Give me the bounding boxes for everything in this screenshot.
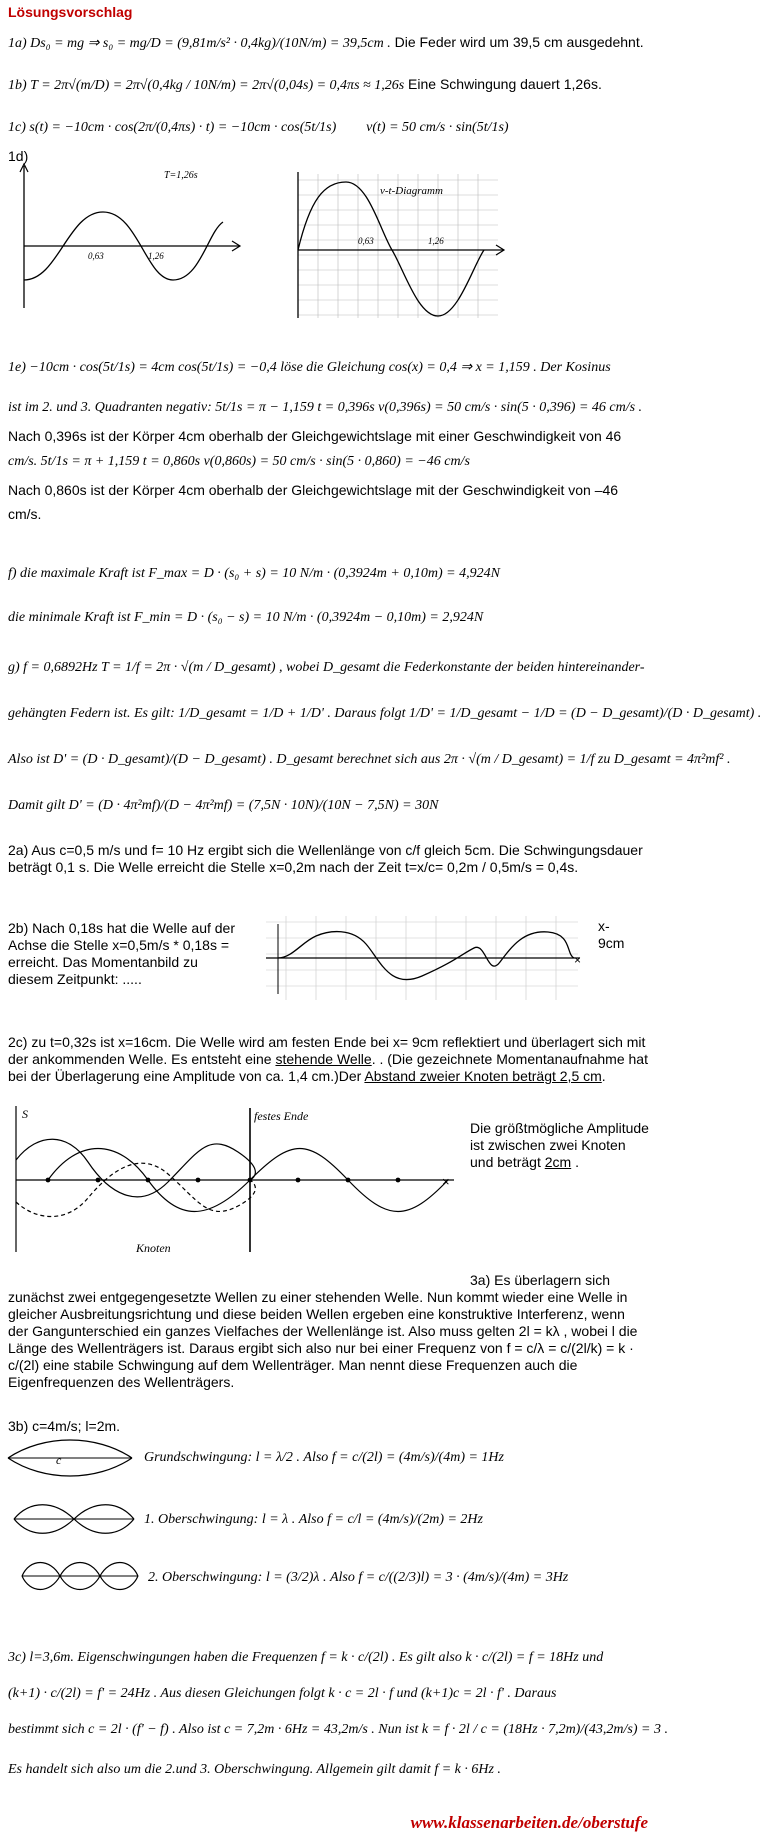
task-2c-side-text: Die größtmögliche Amplitude ist zwischen zwei Knoten und beträgt <box>470 1120 649 1170</box>
task-3b-second-overtone-formula: 2. Oberschwingung: l = (3/2)λ . Also f = c/((2/3)l) = 3 · (4m/s)/(4m) = 3Hz <box>148 1570 569 1585</box>
task-2c-side-end: . <box>571 1154 579 1170</box>
task-1b-text: Eine Schwingung dauert 1,26s. <box>408 76 602 92</box>
task-1e-line-6: cm/s. <box>8 506 42 522</box>
momentary-wave-graph <box>262 914 592 1002</box>
task-1e-line-3: Nach 0,396s ist der Körper 4cm oberhalb der Gleichgewichtslage mit einer Geschwindigkeit von 46 <box>8 428 622 444</box>
task-3b-head: 3b) c=4m/s; l=2m. <box>8 1418 121 1434</box>
task-1a-text: Die Feder wird um 39,5 cm ausgedehnt. <box>394 34 644 50</box>
task-3c-line-3 <box>8 1720 668 1738</box>
task-3c-line-1 <box>8 1648 603 1666</box>
task-3a-head: 3a) Es überlagern sich <box>470 1272 611 1288</box>
task-1e-formula-1: 1e) −10cm · cos(5t/1s) = 4cm cos(5t/1s) = −0,4 löse die Gleichung cos(x) = 0,4 ⇒ x = 1,159 . Der Kosinus <box>8 360 611 375</box>
task-1g-formula-4: Damit gilt D' = (D · 4π²mf)/(D − 4π²mf) = (7,5N · 10N)/(10N − 7,5N) = 30N <box>8 798 439 813</box>
task-2c-standing-wave: stehende Welle <box>275 1051 372 1067</box>
task-1g-line-2 <box>8 704 761 722</box>
task-2b: 2b) Nach 0,18s hat die Welle auf der Achse die Stelle x=0,5m/s * 0,18s = erreicht. Das Momentanbild zu diesem Zeitpunkt: ..... <box>8 920 235 987</box>
task-3c-formula-3: bestimmt sich c = 2l · (f' − f) . Also ist c = 7,2m · 6Hz = 43,2m/s . Nun ist k = f · 2l / c = (18Hz · 7,2m)/(43,2m/s) = 3 . <box>8 1722 668 1737</box>
task-2c <box>8 1034 648 1085</box>
task-3b-second-overtone <box>148 1568 568 1586</box>
svg-text:c: c <box>56 1453 62 1467</box>
task-2c-side-value: 2cm <box>544 1154 572 1170</box>
footer-url[interactable]: www.klassenarbeiten.de/oberstufe <box>410 1813 648 1832</box>
task-1d-label: 1d) <box>8 148 29 164</box>
task-1g-formula-2: gehängten Federn ist. Es gilt: 1/D_gesamt = 1/D + 1/D' . Daraus folgt 1/D' = 1/D_gesamt − 1/D = (D − D_gesamt)/(D · D_gesamt) . <box>8 706 761 721</box>
task-3b-fundamental <box>144 1448 504 1466</box>
v-t-tick-1: 0,63 <box>358 236 374 246</box>
task-3c-line-2 <box>8 1684 556 1702</box>
task-1e-line-4 <box>8 452 470 470</box>
task-1f-max <box>8 564 500 582</box>
task-1c <box>8 118 509 136</box>
task-3b-first-overtone <box>144 1510 483 1528</box>
task-1f-max-formula: f) die maximale Kraft ist F_max = D · (s₀ + s) = 10 N/m · (0,3924m + 0,10m) = 4,924N <box>8 566 500 581</box>
task-1f-min-formula: die minimale Kraft ist F_min = D · (s₀ − s) = 10 N/m · (0,3924m − 0,10m) = 2,924N <box>8 610 484 625</box>
task-3c-formula-4: Es handelt sich also um die 2.und 3. Oberschwingung. Allgemein gilt damit f = k · 6Hz . <box>8 1762 501 1777</box>
task-1g-line-4 <box>8 796 438 814</box>
task-1g-formula-3: Also ist D' = (D · D_gesamt)/(D − D_gesamt) . D_gesamt berechnet sich aus 2π · √(m / D_gesamt) = 1/f zu D_gesamt = 4π²mf² . <box>8 752 731 767</box>
v-t-tick-2: 1,26 <box>428 236 444 246</box>
task-1e-line-1 <box>8 358 611 376</box>
task-3c-formula-2: (k+1) · c/(2l) = f' = 24Hz . Aus diesen Gleichungen folgt k · c = 2l · f und (k+1)c = 2l · f' . Daraus <box>8 1686 557 1701</box>
task-1g-line-1 <box>8 658 645 676</box>
task-1e-formula-2: ist im 2. und 3. Quadranten negativ: 5t/1s = π − 1,159 t = 0,396s v(0,396s) = 50 cm/s · sin(5 · 0,396) = 46 cm/s . <box>8 400 643 415</box>
task-1b <box>8 76 602 94</box>
task-1b-formula: 1b) T = 2π√(m/D) = 2π√(0,4kg / 10N/m) = 2π√(0,04s) = 0,4πs ≈ 1,26s <box>8 78 405 93</box>
standing-wave-figure <box>8 1102 464 1262</box>
task-2c-text-1: 2c) zu t=0,32s ist x=16cm. Die Welle wird am festen Ende bei x= 9cm reflektiert und überlagert sich mit der ankommenden Welle. Es entsteht eine <box>8 1034 646 1067</box>
task-2c-text-2: . . (Die gezeichnete Momentanaufnahme hat bei der Überlagerung eine Amplitude von ca. 1,4 cm.)Der <box>8 1051 648 1084</box>
v-t-graph <box>288 170 510 320</box>
task-3b-fundamental-formula: Grundschwingung: l = λ/2 . Also f = c/(2l) = (4m/s)/(4m) = 1Hz <box>144 1450 504 1465</box>
task-1e-line-5: Nach 0,860s ist der Körper 4cm oberhalb der Gleichgewichtslage mit der Geschwindigkeit von –46 <box>8 482 619 498</box>
standing-x-end: × <box>442 1174 450 1189</box>
task-1e-line-2 <box>8 398 642 416</box>
page-title: Lösungsvorschlag <box>8 4 133 20</box>
knoten-label: Knoten <box>136 1241 171 1255</box>
wave-axis-end: × <box>574 953 582 967</box>
task-1a <box>8 34 644 52</box>
incoming-wave <box>16 1139 255 1197</box>
standing-y-label: S <box>22 1107 28 1121</box>
s-t-graph <box>18 162 246 310</box>
task-1g-formula-1: g) f = 0,6892Hz T = 1/f = 2π · √(m / D_gesamt) , wobei D_gesamt die Federkonstante der beiden hintereinander- <box>8 660 645 675</box>
task-2c-node-distance: Abstand zweier Knoten beträgt 2,5 cm <box>364 1068 602 1084</box>
string-mode-1 <box>4 1432 136 1484</box>
task-3c-line-4 <box>8 1760 501 1778</box>
wave-curve <box>278 932 574 980</box>
s-t-period-label: T=1,26s <box>164 170 198 181</box>
task-1g-line-3 <box>8 750 730 768</box>
task-1e-formula-4: cm/s. 5t/1s = π + 1,159 t = 0,860s v(0,860s) = 50 cm/s · sin(5 · 0,860) = −46 cm/s <box>8 454 470 469</box>
task-3b-first-overtone-formula: 1. Oberschwingung: l = λ . Also f = c/l = (4m/s)/(2m) = 2Hz <box>144 1512 483 1527</box>
task-2c-text-3: . <box>601 1068 606 1084</box>
task-3c-formula-1: 3c) l=3,6m. Eigenschwingungen haben die Frequenzen f = k · c/(2l) . Es gilt also k · c/(2l) = f = 18Hz und <box>8 1650 604 1665</box>
task-3a: zunächst zwei entgegengesetzte Wellen zu einer stehenden Welle. Nun kommt wieder eine Welle in gleicher Ausbreitungsrichtung und diese beiden Wellen ergeben eine konstruktive Interferenz, wenn der Gangunterschied ein ganzes Vielfaches der Wellenlänge ist. Also muss gelten 2l = kλ , wobei l die Länge des Wellenträgers ist. Daraus ergibt sich also nur bei einer Frequenz von f = c/λ = c/(2l/k) = k · c/(2l) eine stabile Schwingung auf dem Wellenträger. Man nennt diese Frequenzen auch die Eigenfrequenzen des Wellenträgers. <box>8 1289 638 1390</box>
task-1f-min <box>8 608 483 626</box>
task-1c-formula-v: v(t) = 50 cm/s · sin(5t/1s) <box>366 120 509 135</box>
s-t-tick-1: 0,63 <box>88 251 104 261</box>
task-2a: 2a) Aus c=0,5 m/s und f= 10 Hz ergibt sich die Wellenlänge von c/f gleich 5cm. Die Schwingungsdauer beträgt 0,1 s. Die Welle erreicht die Stelle x=0,2m nach der Zeit t=x/c= 0,2m / 0,5m/s = 0,4s. <box>8 842 643 875</box>
fixed-end-label: festes Ende <box>254 1109 309 1123</box>
v-t-curve <box>298 182 484 316</box>
string-mode-2 <box>10 1496 138 1542</box>
v-t-title: v-t-Diagramm <box>380 185 443 197</box>
task-1c-formula-s: 1c) s(t) = −10cm · cos(2π/(0,4πs) · t) = −10cm · cos(5t/1s) <box>8 120 337 135</box>
reflected-wave <box>16 1163 255 1216</box>
task-2c-side <box>470 1120 650 1171</box>
task-1a-formula: 1a) Ds₀ = mg ⇒ s₀ = mg/D = (9,81m/s² · 0,4kg)/(10N/m) = 39,5cm . <box>8 36 391 51</box>
string-mode-3 <box>18 1554 142 1598</box>
s-t-tick-2: 1,26 <box>148 251 164 261</box>
wave-x-label: x- 9cm <box>598 918 625 951</box>
